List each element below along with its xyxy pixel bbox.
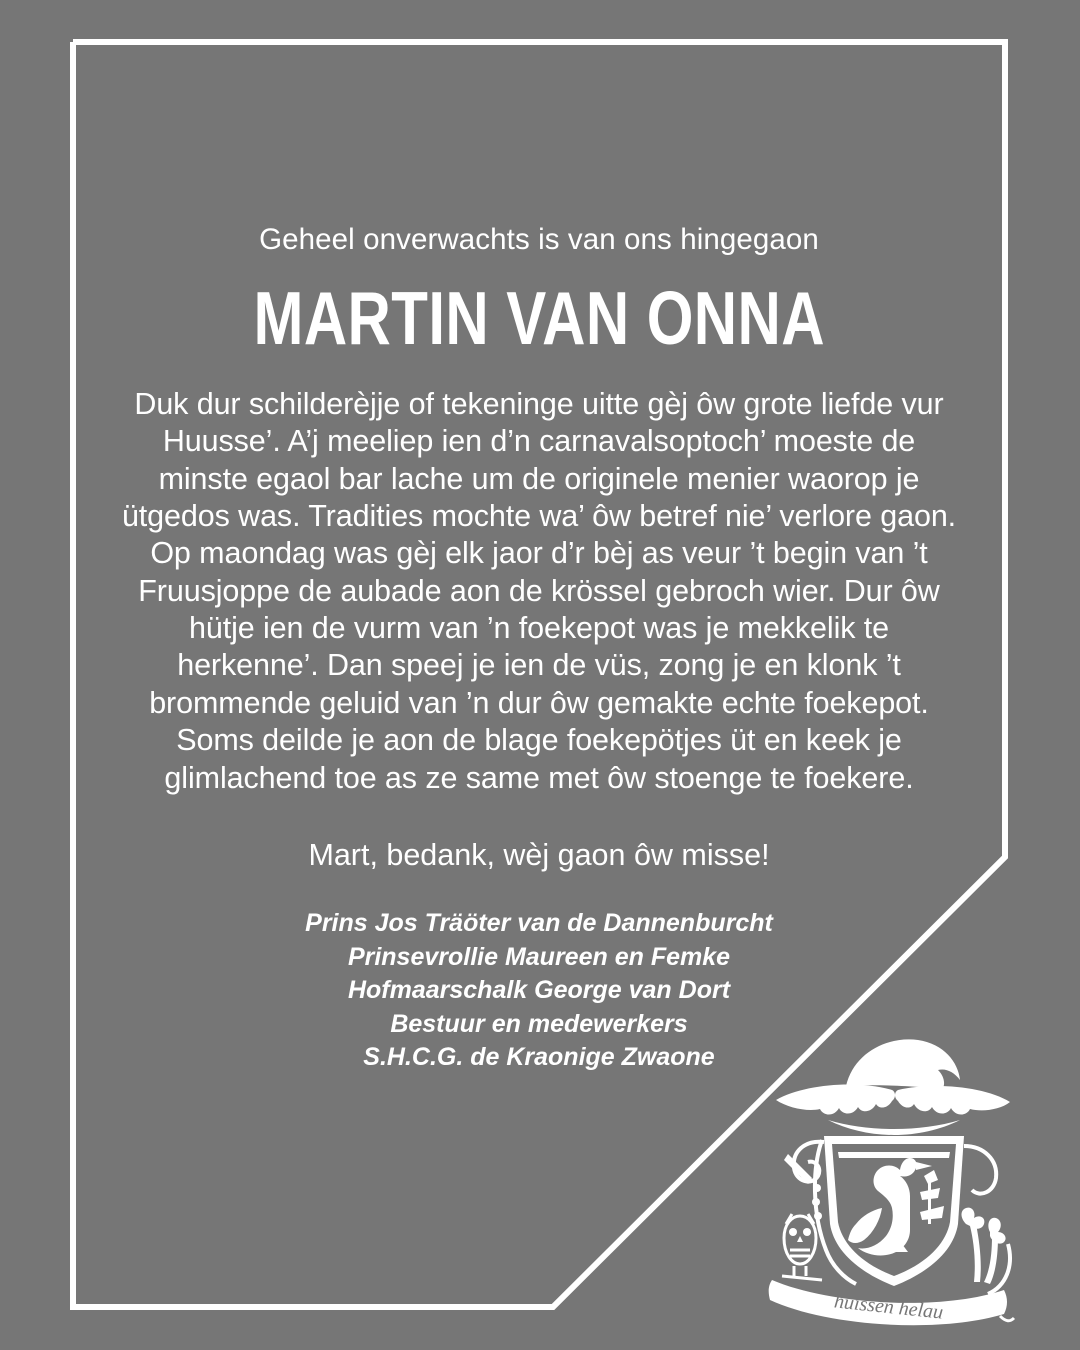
motto-text: huissen helau xyxy=(833,1290,945,1324)
coat-of-arms-crest xyxy=(768,1028,1018,1328)
flowers-icon xyxy=(962,1208,1006,1284)
signature-line: S.H.C.G. de Kraonige Zwaone xyxy=(363,1043,715,1072)
owl-icon xyxy=(782,1214,822,1280)
vine-dot xyxy=(812,1198,820,1206)
jesters-cap-brim-right xyxy=(895,1086,1010,1115)
signature-line: Hofmaarschalk George van Dort xyxy=(347,976,731,1005)
jesters-cap-brim-left xyxy=(776,1085,895,1115)
vine-dot xyxy=(813,1184,821,1192)
signature-block xyxy=(305,907,773,1075)
signature-line: Prinsevrollie Maureen en Femke xyxy=(347,942,731,971)
signature-line: Bestuur en medewerkers xyxy=(390,1009,688,1038)
cap-underline xyxy=(828,1120,960,1135)
farewell-line: Mart, bedank, wèj gaon ôw misse! xyxy=(308,837,770,872)
shield-chief-line xyxy=(838,1152,950,1158)
jesters-cap-icon xyxy=(846,1039,960,1090)
right-scroll-vine xyxy=(964,1146,996,1194)
deceased-name: MARTIN VAN ONNA xyxy=(253,276,825,361)
crest-artwork xyxy=(768,1028,1018,1328)
banner-tail xyxy=(1000,1316,1014,1321)
vine-dot xyxy=(814,1212,822,1220)
lead-line: Geheel onverwachts is van ons hingegaon xyxy=(259,223,819,256)
signature-line: Prins Jos Träöter van de Dannenburcht xyxy=(305,909,773,938)
tribute-body-text: Duk dur schilderèjje of tekeninge uitte gèj ôw grote liefde vur Huusse’. A’j meeliep ien d’n carnavalsoptoch’ moeste de minste egaol bar lache um de originele menier waorop je ütgedos was. Tradities mochte wa’ ôw betref nie’ verlore gaon. Op maondag was gèj elk jaor d’r bèj as veur ’t begin van ’t Fruusjoppe de aubade aon de krössel gebroch wier. Dur ôw hütje ien de vurm van ’n foekepot was je mekkelik te herkenne’. Dan speej je ien de vüs, zong je en klonk ’t brommende geluid van ’n dur ôw gemakte echte foekepot. Soms deilde je aon de blage foekepötjes üt en keek je glimlachend toe as ze same met ôw stoenge te foekere. xyxy=(121,386,957,795)
